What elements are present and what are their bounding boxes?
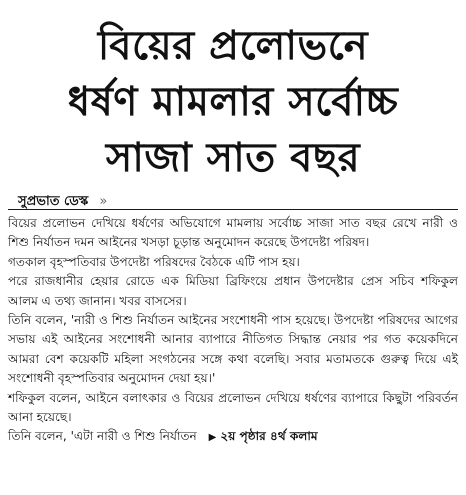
article-body <box>8 214 458 448</box>
paragraph-2: গতকাল বৃহস্পতিবার উপদেষ্টা পরিষদের বৈঠকে এটি পাস হয়। <box>8 254 300 269</box>
headline-line-3: সাজা সাত বছর <box>105 135 361 181</box>
play-arrow-icon: ▶ <box>208 432 217 444</box>
paragraph-4: তিনি বলেন, 'নারী ও শিশু নির্যাতন আইনের সংশোধনী পাস হয়েছে। উপদেষ্টা পরিষদের আগের সভায় এই আইনের সংশোধনী আনার ব্যাপারে নীতিগত সিদ্ধান্ত নেয়ার পর গত কয়েকদিনে আমরা বেশ কয়েকটি মহিলা সংগঠনের সঙ্গে কথা বলেছি। সবার মতামতকে গুরুত্ব দিয়ে এই সংশোধনী বৃহস্পতিবার অনুমোদন দেয়া হয়।' <box>8 313 458 386</box>
byline: সুপ্রভাত ডেস্ক <box>18 194 89 209</box>
byline-divider <box>8 209 458 210</box>
paragraph-6 <box>8 427 458 447</box>
continuation-link[interactable] <box>201 429 318 443</box>
paragraph-3: পরে রাজধানীর হেয়ার রোডে এক মিডিয়া ব্রিফিংয়ে প্রধান উপদেষ্টার প্রেস সচিব শফিকুল আলম এ তথ্য জানান। খবর বাসসের। <box>8 274 458 308</box>
article-headline <box>0 18 466 186</box>
headline-line-1: বিয়ের প্রলোভনে <box>97 23 369 69</box>
paragraph-5: শফিকুল বলেন, আইনে বলাৎকার ও বিয়ের প্রলোভন দেখিয়ে ধর্ষণের ব্যাপারে কিছুটা পরিবর্তন আনা হয়েছে। <box>8 390 458 425</box>
byline-row <box>18 190 458 214</box>
byline-arrow-icon: » <box>99 194 108 209</box>
continuation-label: ২য় পৃষ্ঠার ৪র্থ কলাম <box>220 429 318 444</box>
last-line-text: তিনি বলেন, 'এটা নারী ও শিশু নির্যাতন <box>8 429 197 444</box>
paragraph-1: বিয়ের প্রলোভন দেখিয়ে ধর্ষণের অভিযোগে মামলায় সর্বোচ্চ সাজা সাত বছর রেখে নারী ও শিশু নির্যাতন দমন আইনের খসড়া চূড়ান্ত অনুমোদন করেছে উপদেষ্টা পরিষদ। <box>8 216 458 250</box>
headline-line-2: ধর্ষণ মামলার সর্বোচ্চ <box>67 79 399 125</box>
